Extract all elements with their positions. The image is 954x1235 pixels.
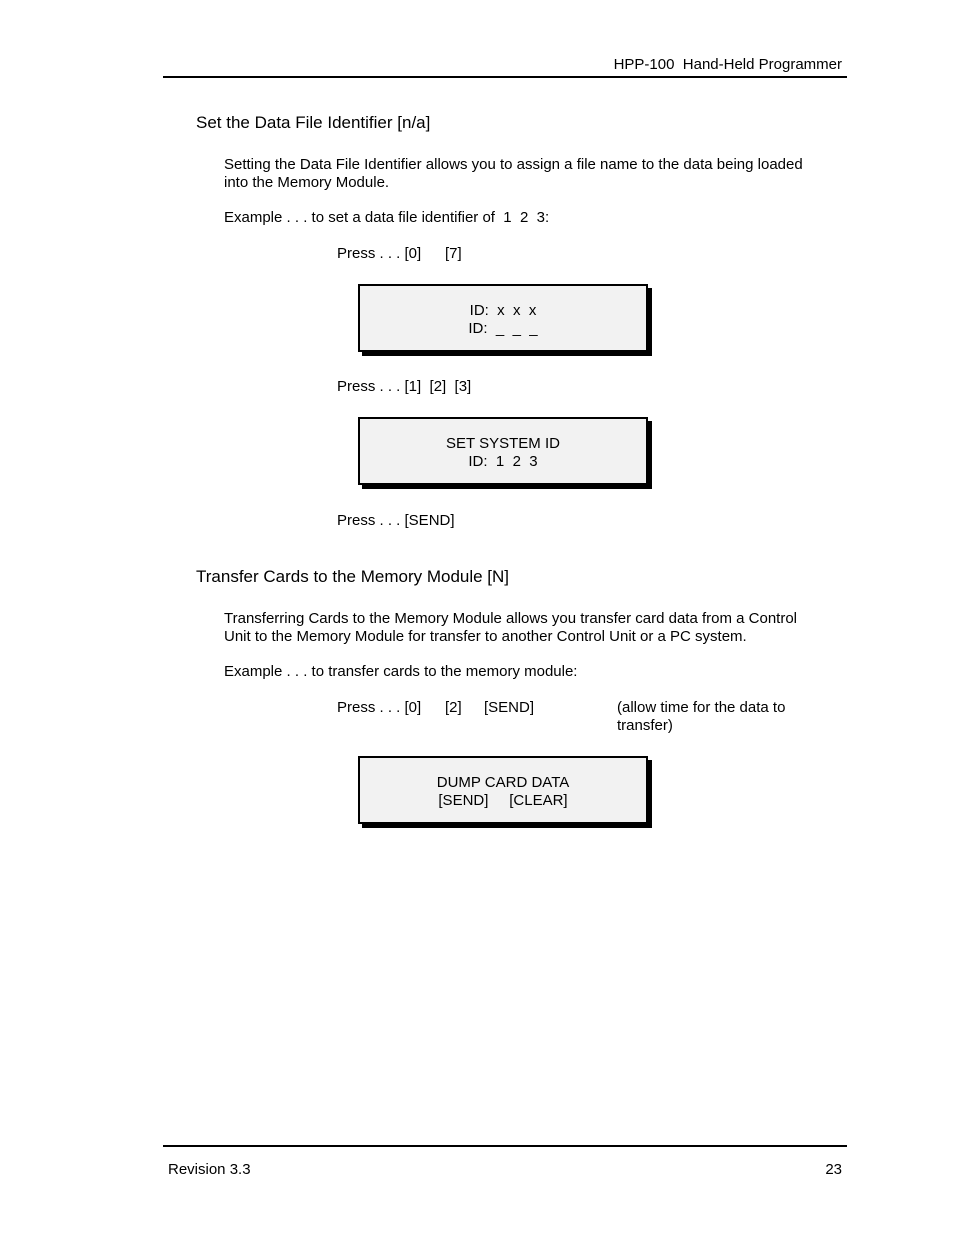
section-heading-data-file-identifier: Set the Data File Identifier [n/a]	[196, 113, 431, 132]
press-instruction-1-key: [7]	[445, 245, 462, 262]
section-heading-transfer-cards: Transfer Cards to the Memory Module [N]	[196, 567, 510, 586]
lcd-line-2: ID: _ _ _	[468, 320, 538, 337]
section2-description-line2: Unit to the Memory Module for transfer to another Control Unit or a PC system.	[224, 628, 747, 645]
revision-label: Revision 3.3	[168, 1161, 251, 1178]
section2-description-line1: Transferring Cards to the Memory Module allows you transfer card data from a Control	[224, 610, 798, 627]
lcd-display-set-system-id	[358, 417, 648, 485]
footer-rule	[163, 1145, 847, 1147]
press-instruction-1: Press . . . [0]	[337, 245, 422, 262]
lcd-line-1: DUMP CARD DATA	[436, 774, 570, 791]
header-rule	[163, 76, 847, 78]
lcd-display-id-entry	[358, 284, 648, 352]
section1-example: Example . . . to set a data file identifier of 1 2 3:	[224, 209, 550, 226]
section1-description-line1: Setting the Data File Identifier allows you to assign a file name to the data being loaded	[224, 156, 803, 173]
lcd-display-dump-card-data	[358, 756, 648, 824]
press-instruction-transfer-key2: [2]	[445, 699, 462, 716]
section1-description-line2: into the Memory Module.	[224, 174, 390, 191]
running-header: HPP-100 Hand-Held Programmer	[613, 56, 842, 73]
lcd-line-1: ID: x x x	[469, 302, 537, 319]
section2-example: Example . . . to transfer cards to the memory module:	[224, 663, 578, 680]
press-instruction-transfer-key3: [SEND]	[484, 699, 535, 716]
lcd-line-2: [SEND] [CLEAR]	[438, 792, 568, 809]
press-instruction-transfer: Press . . . [0]	[337, 699, 422, 716]
transfer-note-line2: transfer)	[617, 717, 673, 734]
lcd-line-2: ID: 1 2 3	[468, 453, 538, 470]
press-instruction-2: Press . . . [1] [2] [3]	[337, 378, 472, 395]
transfer-note-line1: (allow time for the data to	[617, 699, 786, 716]
lcd-line-1: SET SYSTEM ID	[446, 435, 560, 452]
page-number: 23	[825, 1161, 842, 1178]
press-instruction-3: Press . . . [SEND]	[337, 512, 455, 529]
